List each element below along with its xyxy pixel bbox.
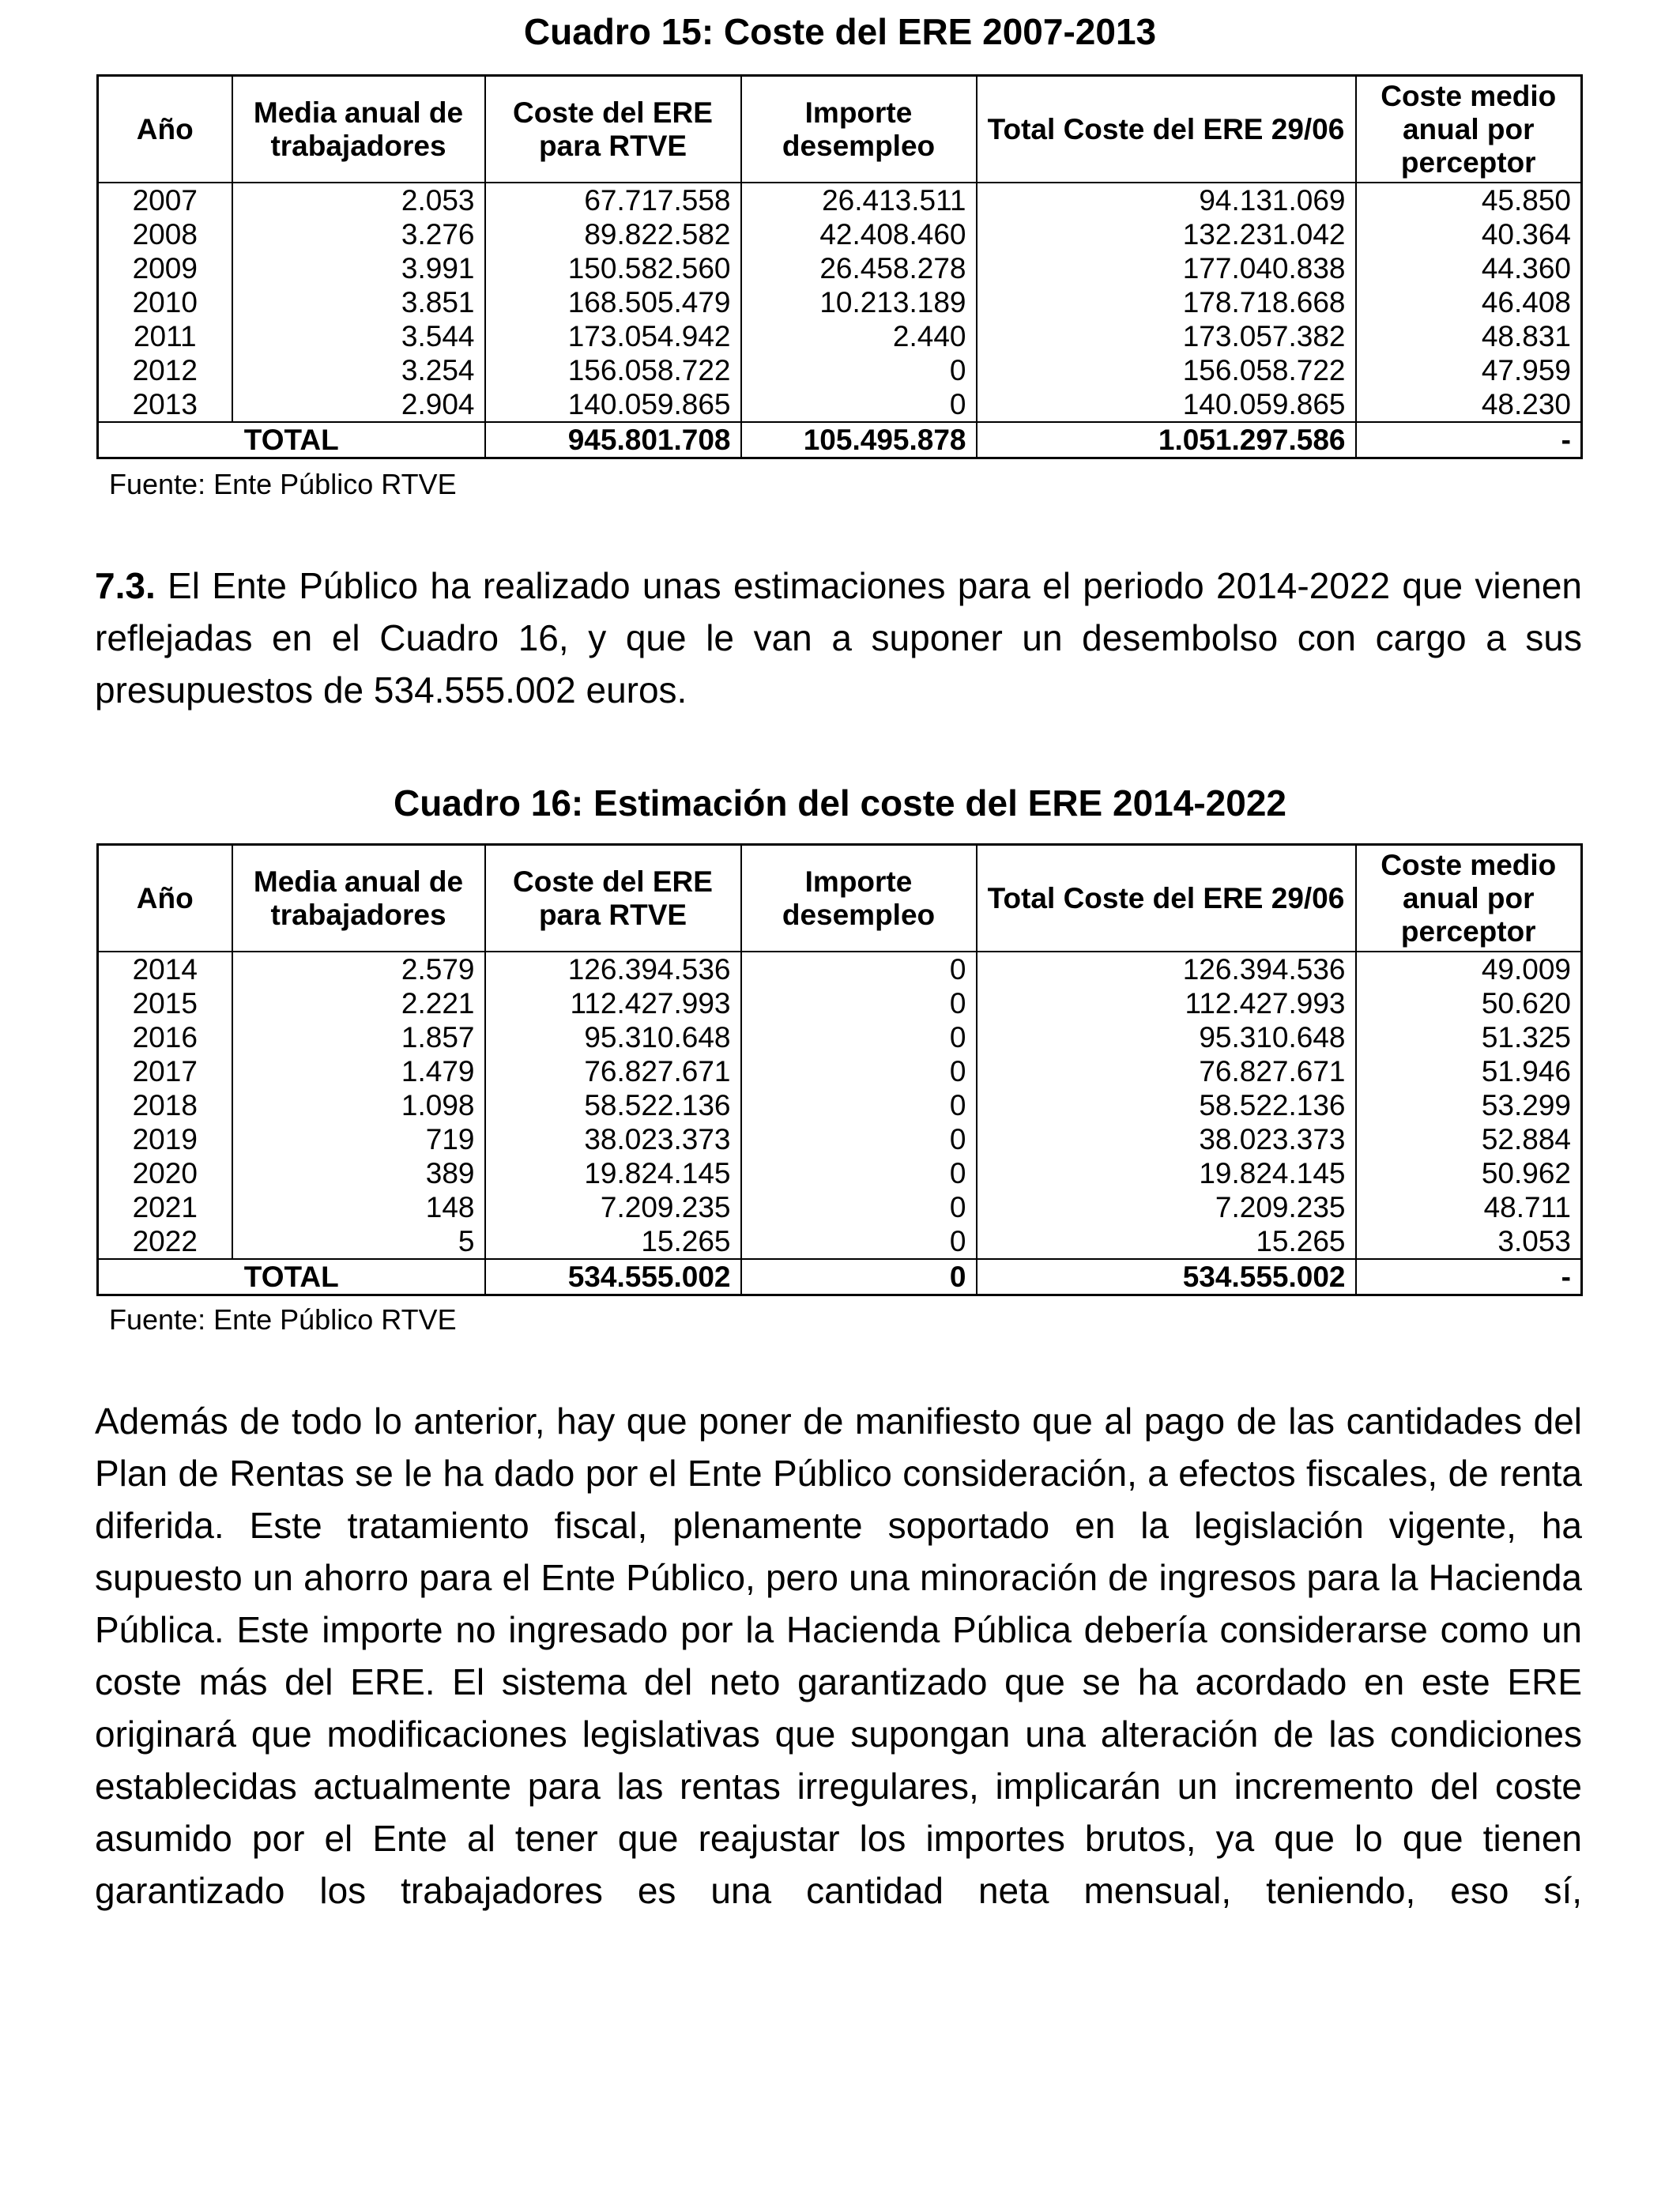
table-row [98,1190,1582,1224]
value-cell: 168.505.479 [485,285,741,319]
value-cell: 1.479 [232,1054,485,1088]
table-15-header-cell: Coste medio anual por perceptor [1356,76,1582,183]
value-cell: 0 [741,952,977,986]
table-row [98,285,1582,319]
value-cell: 2.221 [232,986,485,1020]
value-cell: 148 [232,1190,485,1224]
value-cell: 49.009 [1356,952,1582,986]
value-cell: 50.620 [1356,986,1582,1020]
table-row [98,1224,1582,1259]
table-16-total-row [98,1259,1582,1295]
value-cell: 50.962 [1356,1156,1582,1190]
table-row [98,353,1582,387]
value-cell: 3.254 [232,353,485,387]
value-cell: 42.408.460 [741,217,977,251]
table-15-header-cell: Total Coste del ERE 29/06 [977,76,1356,183]
value-cell: 3.053 [1356,1224,1582,1259]
table-row [98,387,1582,422]
value-cell: 95.310.648 [977,1020,1356,1054]
value-cell: 19.824.145 [977,1156,1356,1190]
value-cell: 76.827.671 [977,1054,1356,1088]
body-paragraph: Además de todo lo anterior, hay que poner de manifiesto que al pago de las cantidades del Plan de Rentas se le ha dado por el Ente Público consideración, a efectos fiscales, de renta diferida. Este tratamiento fiscal, plenamente soportado en la legislación vigente, ha supuesto un ahorro para el Ente Público, pero una minoración de ingresos para la Hacienda Pública. Este importe no ingresado por la Hacienda Pública debería considerarse como un coste más del ERE. El sistema del neto garantizado que se ha acordado en este ERE originará que modificaciones legislativas que supongan una alteración de las condiciones establecidas actualmente para las rentas irregulares, implicarán un incremento del coste asumido por el Ente al tener que reajustar los importes brutos, ya que lo que tienen garantizado los trabajadores es una cantidad neta mensual, teniendo, eso sí, [95,1400,1582,1911]
table-row [98,986,1582,1020]
table-row [98,217,1582,251]
table-row [98,319,1582,353]
table-16 [96,843,1583,1296]
value-cell: 0 [741,1088,977,1122]
value-cell: 389 [232,1156,485,1190]
table-16-source: Fuente: Ente Público RTVE [109,1303,457,1336]
total-value-cell: 534.555.002 [485,1259,741,1295]
value-cell: 76.827.671 [485,1054,741,1088]
value-cell: 47.959 [1356,353,1582,387]
year-cell: 2020 [98,1156,232,1190]
value-cell: 0 [741,387,977,422]
table-15-header-cell: Media anual de trabajadores [232,76,485,183]
value-cell: 10.213.189 [741,285,977,319]
year-cell: 2018 [98,1088,232,1122]
value-cell: 7.209.235 [977,1190,1356,1224]
value-cell: 1.857 [232,1020,485,1054]
value-cell: 44.360 [1356,251,1582,285]
table-row [98,1122,1582,1156]
table-16-header-cell: Coste medio anual por perceptor [1356,845,1582,952]
table-15-total-row [98,422,1582,458]
table-15 [96,74,1583,459]
value-cell: 132.231.042 [977,217,1356,251]
value-cell: 0 [741,1122,977,1156]
value-cell: 3.276 [232,217,485,251]
value-cell: 38.023.373 [977,1122,1356,1156]
value-cell: 177.040.838 [977,251,1356,285]
year-cell: 2007 [98,183,232,217]
value-cell: 173.054.942 [485,319,741,353]
value-cell: 0 [741,1156,977,1190]
year-cell: 2014 [98,952,232,986]
total-label: TOTAL [98,1259,485,1295]
total-value-cell: - [1356,1259,1582,1295]
table-row [98,1054,1582,1088]
value-cell: 46.408 [1356,285,1582,319]
paragraph-7-3 [95,560,1582,716]
value-cell: 15.265 [485,1224,741,1259]
year-cell: 2009 [98,251,232,285]
table-row [98,952,1582,986]
value-cell: 2.053 [232,183,485,217]
value-cell: 26.413.511 [741,183,977,217]
table-row [98,1156,1582,1190]
total-value-cell: 0 [741,1259,977,1295]
year-cell: 2016 [98,1020,232,1054]
value-cell: 173.057.382 [977,319,1356,353]
value-cell: 140.059.865 [977,387,1356,422]
value-cell: 67.717.558 [485,183,741,217]
year-cell: 2021 [98,1190,232,1224]
year-cell: 2015 [98,986,232,1020]
total-value-cell: - [1356,422,1582,458]
total-value-cell: 1.051.297.586 [977,422,1356,458]
value-cell: 2.440 [741,319,977,353]
total-value-cell: 534.555.002 [977,1259,1356,1295]
value-cell: 126.394.536 [485,952,741,986]
value-cell: 94.131.069 [977,183,1356,217]
table-15-header-row [98,76,1582,183]
value-cell: 0 [741,353,977,387]
value-cell: 48.230 [1356,387,1582,422]
year-cell: 2017 [98,1054,232,1088]
value-cell: 0 [741,1224,977,1259]
table-16-header-cell: Media anual de trabajadores [232,845,485,952]
year-cell: 2022 [98,1224,232,1259]
table-15-caption: Cuadro 15: Coste del ERE 2007-2013 [523,11,1157,52]
value-cell: 48.831 [1356,319,1582,353]
total-value-cell: 105.495.878 [741,422,977,458]
value-cell: 178.718.668 [977,285,1356,319]
value-cell: 156.058.722 [977,353,1356,387]
total-value-cell: 945.801.708 [485,422,741,458]
value-cell: 3.544 [232,319,485,353]
table-15-header-cell: Coste del ERE para RTVE [485,76,741,183]
table-16-header-cell: Importe desempleo [741,845,977,952]
year-cell: 2008 [98,217,232,251]
year-cell: 2010 [98,285,232,319]
value-cell: 150.582.560 [485,251,741,285]
value-cell: 1.098 [232,1088,485,1122]
table-row [98,183,1582,217]
table-16-header-row [98,845,1582,952]
value-cell: 3.991 [232,251,485,285]
table-16-caption: Cuadro 16: Estimación del coste del ERE 2014-2022 [393,782,1286,824]
value-cell: 2.579 [232,952,485,986]
value-cell: 156.058.722 [485,353,741,387]
year-cell: 2019 [98,1122,232,1156]
table-16-header-cell: Coste del ERE para RTVE [485,845,741,952]
value-cell: 51.946 [1356,1054,1582,1088]
value-cell: 140.059.865 [485,387,741,422]
value-cell: 0 [741,1020,977,1054]
value-cell: 51.325 [1356,1020,1582,1054]
table-15-source: Fuente: Ente Público RTVE [109,468,457,500]
value-cell: 0 [741,1190,977,1224]
value-cell: 48.711 [1356,1190,1582,1224]
year-cell: 2013 [98,387,232,422]
value-cell: 0 [741,1054,977,1088]
value-cell: 19.824.145 [485,1156,741,1190]
value-cell: 126.394.536 [977,952,1356,986]
table-15-header-cell: Año [98,76,232,183]
value-cell: 58.522.136 [485,1088,741,1122]
value-cell: 3.851 [232,285,485,319]
table-row [98,1088,1582,1122]
value-cell: 89.822.582 [485,217,741,251]
value-cell: 112.427.993 [485,986,741,1020]
value-cell: 112.427.993 [977,986,1356,1020]
paragraph-7-3-text: El Ente Público ha realizado unas estimaciones para el periodo 2014-2022 que vienen reflejadas en el Cuadro 16, y que le van a suponer un desembolso con cargo a sus presupuestos de 534.555.002 euros. [95,565,1582,711]
table-15-header-cell: Importe desempleo [741,76,977,183]
value-cell: 0 [741,986,977,1020]
year-cell: 2012 [98,353,232,387]
value-cell: 38.023.373 [485,1122,741,1156]
table-16-header-cell: Año [98,845,232,952]
value-cell: 26.458.278 [741,251,977,285]
year-cell: 2011 [98,319,232,353]
value-cell: 5 [232,1224,485,1259]
paragraph-7-3-number: 7.3. [95,565,156,606]
table-16-header-cell: Total Coste del ERE 29/06 [977,845,1356,952]
total-label: TOTAL [98,422,485,458]
value-cell: 7.209.235 [485,1190,741,1224]
value-cell: 53.299 [1356,1088,1582,1122]
value-cell: 58.522.136 [977,1088,1356,1122]
table-row [98,1020,1582,1054]
value-cell: 45.850 [1356,183,1582,217]
value-cell: 95.310.648 [485,1020,741,1054]
value-cell: 2.904 [232,387,485,422]
value-cell: 40.364 [1356,217,1582,251]
table-row [98,251,1582,285]
value-cell: 15.265 [977,1224,1356,1259]
value-cell: 719 [232,1122,485,1156]
value-cell: 52.884 [1356,1122,1582,1156]
